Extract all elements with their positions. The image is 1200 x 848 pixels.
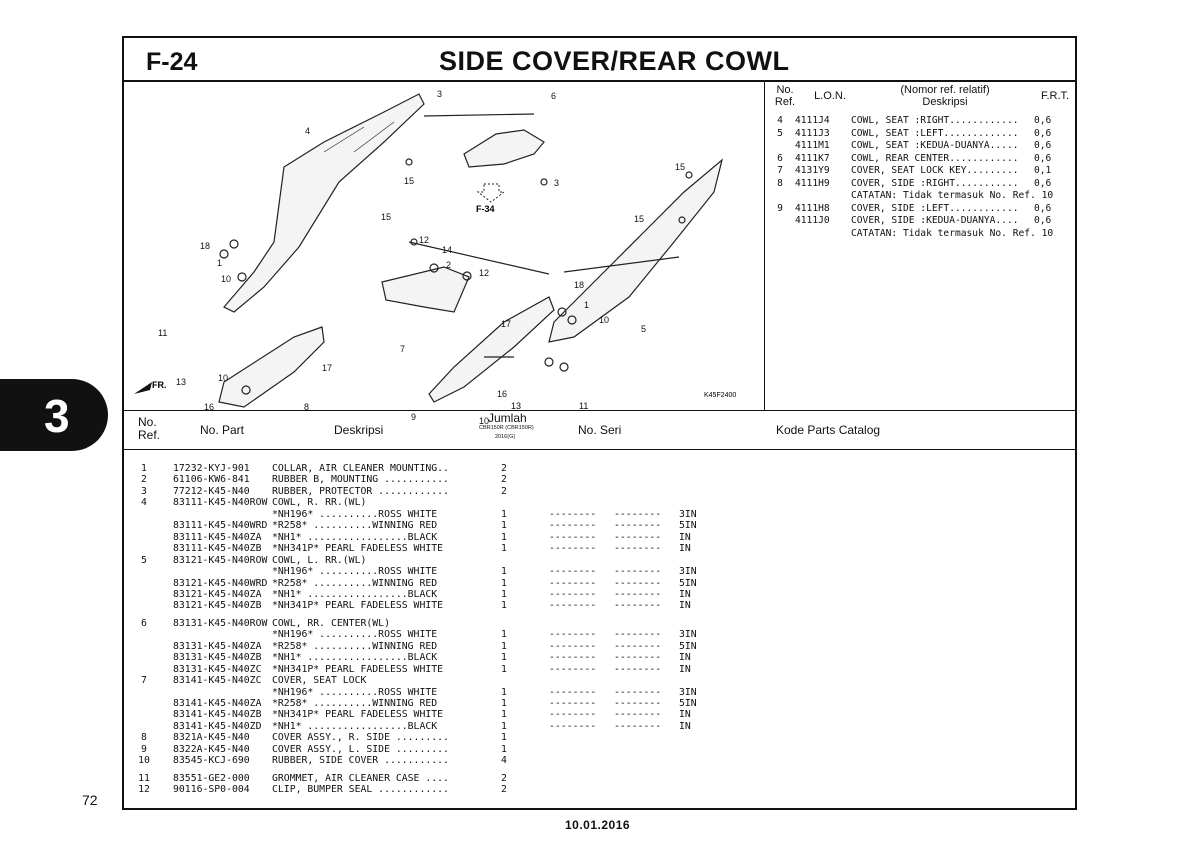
parts-cell-qty: 1	[501, 652, 507, 664]
parts-cell-desc: *NH341P* PEARL FADELESS WHITE	[272, 663, 444, 675]
parts-cell-part: 8321A-K45-N40	[173, 732, 250, 744]
parts-cell-desc: *NH341P* PEARL FADELESS WHITE	[272, 709, 444, 721]
parts-cell-s2: --------	[614, 652, 662, 664]
lon-cell-frt: 0,6	[1034, 115, 1052, 126]
parts-row	[124, 463, 1075, 475]
lon-cell-lon: 4111J0	[795, 215, 830, 226]
parts-cell-qty: 1	[501, 698, 507, 709]
parts-cell-ref: 3	[141, 485, 147, 497]
lon-cell-frt: 0,6	[1034, 202, 1052, 214]
lon-cell-desc: COWL, SEAT :RIGHT............	[851, 115, 1019, 126]
parts-cell-part: 83131-K45-N40ZC	[173, 663, 262, 675]
parts-row	[124, 732, 1075, 744]
parts-row	[124, 589, 1075, 601]
parts-cell-s2: --------	[614, 577, 662, 589]
labor-table-header	[765, 82, 1077, 112]
parts-cell-part: 83121-K45-N40ZA	[173, 588, 262, 600]
parts-header-year: 2016(G)	[495, 434, 516, 440]
parts-row	[124, 687, 1075, 699]
section-tab-number: 3	[44, 390, 70, 442]
parts-cell-part: 83121-K45-N40ROW	[173, 554, 268, 566]
parts-cell-kode: IN	[679, 652, 691, 664]
parts-cell-qty: 1	[501, 686, 507, 698]
lon-row	[765, 165, 1077, 178]
parts-row	[124, 698, 1075, 710]
lon-cell-lon: 4111J3	[795, 127, 830, 139]
lon-cell-desc: COVER, SEAT LOCK KEY.........	[851, 165, 1019, 176]
section-tab	[0, 379, 108, 451]
parts-cell-desc: RUBBER B, MOUNTING ...........	[272, 474, 449, 486]
parts-cell-desc: COLLAR, AIR CLEANER MOUNTING..	[272, 463, 449, 474]
parts-cell-ref: 6	[141, 617, 147, 629]
parts-cell-part: 77212-K45-N40	[173, 485, 250, 497]
parts-cell-part: 83131-K45-N40ROW	[173, 617, 268, 629]
parts-row	[124, 664, 1075, 676]
parts-row	[124, 543, 1075, 555]
lon-cell-frt: 0,6	[1034, 215, 1052, 226]
lon-cell-ref	[765, 140, 795, 153]
parts-row	[124, 509, 1075, 521]
parts-row	[124, 641, 1075, 653]
parts-cell-qty: 1	[501, 709, 507, 721]
parts-cell-kode: IN	[679, 709, 691, 721]
parts-header-ref: No. Ref.	[138, 415, 161, 442]
lon-cell-lon: 4131Y9	[795, 165, 830, 176]
parts-cell-s1: --------	[549, 588, 597, 600]
parts-row	[124, 555, 1075, 567]
parts-cell-ref: 11	[138, 772, 150, 784]
svg-text:10: 10	[479, 416, 490, 426]
parts-cell-part: 61106-KW6-841	[173, 474, 250, 486]
svg-text:2: 2	[446, 260, 452, 270]
lon-cell-frt: 0,6	[1034, 177, 1052, 189]
svg-text:7: 7	[400, 344, 406, 354]
parts-cell-qty: 2	[501, 772, 507, 784]
parts-cell-s2: --------	[614, 543, 662, 555]
lon-cell-lon: 4111J4	[795, 115, 830, 126]
parts-cell-qty: 4	[501, 755, 507, 767]
parts-row	[124, 629, 1075, 641]
parts-cell-kode: IN	[679, 543, 691, 555]
svg-text:13: 13	[511, 401, 522, 411]
parts-header-desc: Deskripsi	[334, 423, 384, 437]
parts-cell-s1: --------	[549, 720, 597, 732]
parts-cell-kode: IN	[679, 531, 691, 543]
parts-cell-qty: 1	[501, 577, 507, 589]
parts-cell-desc: *NH196* ..........ROSS WHITE	[272, 686, 438, 698]
svg-text:15: 15	[675, 162, 686, 172]
parts-cell-s1: --------	[549, 663, 597, 675]
svg-text:10: 10	[221, 274, 232, 284]
lon-cell-frt: 0,1	[1034, 165, 1052, 176]
lon-cell-ref: 9	[777, 202, 783, 214]
parts-row	[124, 652, 1075, 664]
lon-header-lon: L.O.N.	[814, 90, 846, 102]
parts-cell-qty: 2	[501, 485, 507, 497]
parts-cell-desc: *NH196* ..........ROSS WHITE	[272, 629, 438, 641]
parts-cell-part: 83141-K45-N40ZD	[173, 720, 262, 732]
parts-cell-part: 83131-K45-N40ZB	[173, 652, 262, 664]
parts-row	[124, 520, 1075, 532]
parts-cell-part: 8322A-K45-N40	[173, 743, 250, 755]
parts-row	[124, 755, 1075, 767]
svg-text:9: 9	[411, 412, 417, 422]
parts-row	[124, 497, 1075, 509]
parts-cell-qty: 1	[501, 640, 507, 652]
parts-cell-qty: 2	[501, 463, 507, 474]
parts-cell-part: 83141-K45-N40ZC	[173, 675, 262, 687]
parts-header-jumlah: Jumlah	[488, 411, 527, 425]
parts-row	[124, 709, 1075, 721]
parts-cell-qty: 1	[501, 566, 507, 578]
parts-cell-kode: 3IN	[679, 508, 697, 520]
parts-cell-desc: CLIP, BUMPER SEAL ............	[272, 784, 449, 796]
svg-text:16: 16	[497, 389, 508, 399]
parts-row	[124, 618, 1075, 630]
parts-row	[124, 486, 1075, 498]
parts-cell-s1: --------	[549, 698, 597, 709]
parts-cell-s1: --------	[549, 520, 597, 532]
lon-cell-ref	[765, 215, 795, 228]
svg-text:12: 12	[479, 268, 490, 278]
svg-text:10: 10	[218, 373, 229, 383]
svg-text:10: 10	[599, 315, 610, 325]
parts-row	[124, 532, 1075, 544]
parts-cell-qty: 2	[501, 474, 507, 486]
parts-header-model: CBR150R (CBR150R)	[479, 425, 534, 431]
parts-cell-desc: *NH196* ..........ROSS WHITE	[272, 508, 438, 520]
parts-table-header	[124, 410, 1075, 450]
svg-text:1: 1	[217, 258, 223, 268]
parts-cell-part: 83141-K45-N40ZA	[173, 698, 262, 709]
parts-cell-kode: IN	[679, 600, 691, 612]
parts-cell-kode: IN	[679, 663, 691, 675]
fr-label: FR.	[152, 380, 167, 390]
parts-cell-s1: --------	[549, 640, 597, 652]
parts-header-kode: Kode Parts Catalog	[776, 423, 881, 437]
svg-text:3: 3	[437, 89, 443, 99]
parts-cell-qty: 1	[501, 531, 507, 543]
lon-cell-lon: 4111H9	[795, 177, 830, 189]
print-date: 10.01.2016	[565, 818, 631, 832]
parts-cell-part: 83131-K45-N40ZA	[173, 640, 262, 652]
parts-cell-s2: --------	[614, 663, 662, 675]
lon-cell-lon: 4111M1	[795, 140, 830, 151]
parts-cell-ref: 9	[141, 743, 147, 755]
svg-text:5: 5	[641, 324, 647, 334]
parts-cell-ref: 5	[141, 554, 147, 566]
parts-cell-desc: RUBBER, SIDE COVER ...........	[272, 755, 449, 767]
svg-text:8: 8	[304, 402, 310, 412]
parts-row	[124, 600, 1075, 612]
diagram-code: K45F2400	[704, 392, 737, 399]
parts-cell-s2: --------	[614, 640, 662, 652]
parts-cell-desc: *NH341P* PEARL FADELESS WHITE	[272, 600, 444, 612]
page-title: SIDE COVER/REAR COWL	[439, 46, 790, 76]
parts-cell-ref: 8	[141, 732, 147, 744]
page-number: 72	[82, 792, 98, 808]
parts-cell-qty: 1	[501, 520, 507, 532]
svg-text:1: 1	[584, 300, 590, 310]
parts-cell-desc: *NH196* ..........ROSS WHITE	[272, 566, 438, 578]
parts-cell-s2: --------	[614, 531, 662, 543]
parts-cell-desc: COWL, L. RR.(WL)	[272, 554, 367, 566]
parts-cell-part: 83111-K45-N40ZB	[173, 543, 262, 555]
lon-cell-ref: 6	[777, 152, 783, 164]
lon-note: CATATAN: Tidak termasuk No. Ref. 10	[851, 190, 1054, 201]
parts-cell-s1: --------	[549, 508, 597, 520]
parts-cell-desc: *R258* ..........WINNING RED	[272, 577, 438, 589]
lon-cell-frt: 0,6	[1034, 152, 1052, 164]
parts-cell-desc: *NH1* .................BLACK	[272, 652, 438, 664]
parts-cell-part: 83551-GE2-000	[173, 772, 250, 784]
lon-cell-lon: 4111K7	[795, 152, 830, 164]
page-header	[124, 38, 1075, 82]
parts-row	[124, 675, 1075, 687]
parts-cell-kode: 3IN	[679, 629, 697, 641]
svg-text:11: 11	[579, 401, 589, 411]
lon-header-desc: (Nomor ref. relatif) Deskripsi	[900, 84, 990, 108]
parts-row	[124, 721, 1075, 733]
parts-cell-desc: COVER ASSY., R. SIDE .........	[272, 732, 449, 744]
parts-cell-s1: --------	[549, 600, 597, 612]
parts-row	[124, 566, 1075, 578]
parts-cell-part: 83141-K45-N40ZB	[173, 709, 262, 721]
parts-cell-kode: 5IN	[679, 520, 697, 532]
lon-cell-desc: COWL, SEAT :LEFT.............	[851, 127, 1019, 139]
parts-cell-qty: 1	[501, 588, 507, 600]
lon-row	[765, 215, 1077, 228]
parts-cell-s2: --------	[614, 698, 662, 709]
parts-header-part: No. Part	[200, 423, 245, 437]
parts-cell-ref: 12	[138, 784, 150, 796]
parts-cell-qty: 1	[501, 663, 507, 675]
svg-text:17: 17	[322, 363, 333, 373]
figure-code: F-24	[146, 48, 198, 76]
parts-cell-kode: 3IN	[679, 686, 697, 698]
svg-text:13: 13	[176, 377, 187, 387]
parts-cell-ref: 1	[141, 463, 147, 474]
parts-cell-kode: 5IN	[679, 698, 697, 709]
parts-cell-part: 17232-KYJ-901	[173, 463, 250, 474]
parts-cell-desc: *R258* ..........WINNING RED	[272, 640, 438, 652]
parts-cell-kode: 5IN	[679, 640, 697, 652]
parts-cell-qty: 1	[501, 508, 507, 520]
parts-cell-desc: *NH1* .................BLACK	[272, 720, 438, 732]
lon-row	[765, 140, 1077, 153]
parts-cell-s2: --------	[614, 588, 662, 600]
parts-cell-s1: --------	[549, 652, 597, 664]
parts-cell-s2: --------	[614, 629, 662, 641]
lon-cell-frt: 0,6	[1034, 127, 1052, 139]
parts-cell-s2: --------	[614, 566, 662, 578]
parts-cell-s2: --------	[614, 720, 662, 732]
parts-cell-desc: *NH341P* PEARL FADELESS WHITE	[272, 543, 444, 555]
parts-cell-part: 83545-KCJ-690	[173, 755, 250, 767]
parts-cell-s2: --------	[614, 709, 662, 721]
parts-cell-qty: 2	[501, 784, 507, 796]
parts-cell-s1: --------	[549, 531, 597, 543]
parts-cell-s1: --------	[549, 566, 597, 578]
parts-cell-desc: RUBBER, PROTECTOR ............	[272, 485, 449, 497]
labor-table	[765, 82, 1077, 410]
lon-row	[765, 178, 1077, 191]
parts-cell-s1: --------	[549, 577, 597, 589]
parts-row	[124, 784, 1075, 796]
svg-text:15: 15	[381, 212, 392, 222]
lon-cell-frt: 0,6	[1034, 140, 1052, 151]
svg-text:18: 18	[200, 241, 211, 251]
svg-text:15: 15	[404, 176, 415, 186]
parts-cell-part: 83121-K45-N40WRD	[173, 577, 268, 589]
lon-cell-desc: COVER, SIDE :KEDUA-DUANYA....	[851, 215, 1019, 226]
parts-cell-s1: --------	[549, 709, 597, 721]
parts-cell-ref: 2	[141, 474, 147, 486]
lon-header-ref: No. Ref.	[774, 84, 796, 108]
parts-cell-s2: --------	[614, 508, 662, 520]
parts-page-frame	[122, 36, 1077, 810]
svg-text:18: 18	[574, 280, 585, 290]
ref-label: F-34	[476, 204, 495, 214]
parts-cell-ref: 7	[141, 675, 147, 687]
parts-cell-kode: 5IN	[679, 577, 697, 589]
parts-cell-qty: 1	[501, 629, 507, 641]
labor-table-body	[765, 115, 1077, 240]
parts-cell-desc: *NH1* .................BLACK	[272, 531, 438, 543]
parts-cell-kode: IN	[679, 720, 691, 732]
lon-note: CATATAN: Tidak termasuk No. Ref. 10	[851, 227, 1054, 239]
lon-cell-ref: 7	[777, 165, 783, 176]
parts-cell-s2: --------	[614, 686, 662, 698]
lon-row	[765, 115, 1077, 128]
lon-cell-desc: COWL, SEAT :KEDUA-DUANYA.....	[851, 140, 1019, 151]
svg-text:12: 12	[419, 235, 430, 245]
parts-cell-ref: 4	[141, 497, 147, 509]
parts-cell-qty: 1	[501, 543, 507, 555]
parts-header-seri: No. Seri	[578, 423, 622, 437]
parts-cell-qty: 1	[501, 720, 507, 732]
svg-text:16: 16	[204, 402, 215, 412]
parts-cell-desc: *R258* ..........WINNING RED	[272, 520, 438, 532]
parts-cell-part: 83111-K45-N40WRD	[173, 520, 268, 532]
parts-cell-part: 83121-K45-N40ZB	[173, 600, 262, 612]
parts-cell-desc: *R258* ..........WINNING RED	[272, 698, 438, 709]
parts-cell-kode: IN	[679, 588, 691, 600]
lon-cell-ref: 5	[777, 127, 783, 139]
svg-text:15: 15	[634, 214, 645, 224]
svg-text:17: 17	[501, 319, 512, 329]
parts-row	[124, 474, 1075, 486]
parts-cell-desc: COVER, SEAT LOCK	[272, 675, 367, 687]
lon-cell-desc: COVER, SIDE :LEFT............	[851, 202, 1019, 214]
parts-cell-s1: --------	[549, 629, 597, 641]
parts-cell-part: 90116-SP0-004	[173, 784, 250, 796]
parts-cell-qty: 1	[501, 600, 507, 612]
parts-cell-qty: 1	[501, 732, 507, 744]
parts-cell-kode: 3IN	[679, 566, 697, 578]
parts-cell-desc: COWL, RR. CENTER(WL)	[272, 617, 390, 629]
lon-cell-desc: COWL, REAR CENTER............	[851, 152, 1019, 164]
lon-header-frt: F.R.T.	[1040, 90, 1070, 102]
parts-cell-desc: *NH1* .................BLACK	[272, 588, 438, 600]
svg-text:4: 4	[305, 126, 311, 136]
lon-cell-ref: 8	[777, 177, 783, 189]
svg-text:14: 14	[442, 245, 453, 255]
parts-cell-ref: 10	[138, 755, 150, 767]
svg-text:6: 6	[551, 91, 557, 101]
parts-row	[124, 773, 1075, 785]
parts-row	[124, 578, 1075, 590]
parts-cell-part: 83111-K45-N40ROW	[173, 497, 268, 509]
parts-cell-s1: --------	[549, 686, 597, 698]
parts-row	[124, 744, 1075, 756]
lon-row	[765, 128, 1077, 141]
lon-row	[765, 203, 1077, 216]
lon-cell-desc: COVER, SIDE :RIGHT...........	[851, 177, 1019, 189]
parts-cell-s1: --------	[549, 543, 597, 555]
svg-text:11: 11	[158, 328, 168, 338]
lon-cell-ref: 4	[777, 115, 783, 126]
svg-text:3: 3	[554, 178, 560, 188]
lon-row	[765, 153, 1077, 166]
parts-cell-desc: GROMMET, AIR CLEANER CASE ....	[272, 772, 449, 784]
lon-cell-lon: 4111H8	[795, 202, 830, 214]
parts-cell-s2: --------	[614, 600, 662, 612]
parts-cell-s2: --------	[614, 520, 662, 532]
parts-cell-qty: 1	[501, 743, 507, 755]
parts-cell-part: 83111-K45-N40ZA	[173, 531, 262, 543]
parts-cell-desc: COVER ASSY., L. SIDE .........	[272, 743, 449, 755]
parts-cell-desc: COWL, R. RR.(WL)	[272, 497, 367, 509]
